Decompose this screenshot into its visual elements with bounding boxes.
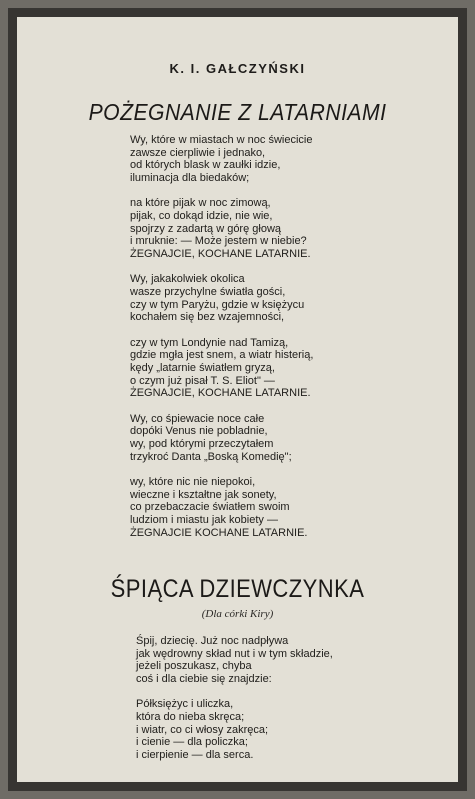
poem-line: wy, które nic nie niepokoi, — [130, 475, 256, 488]
poem-line: wy, pod którymi przeczytałem — [130, 438, 274, 451]
poem-line: gdzie mgła jest snem, a wiatr histerią, — [130, 349, 314, 362]
poem-line: która do nieba skręca; — [136, 711, 245, 724]
stanza — [130, 273, 430, 324]
poem-line: i cienie — dla policzka; — [136, 736, 248, 749]
poem-line: o czym już pisał T. S. Eliot" — — [130, 374, 275, 387]
stanza — [130, 134, 430, 185]
stanza — [130, 337, 430, 401]
poem-dedication: (Dla córki Kiry) — [201, 608, 274, 620]
poem-line: wieczne i kształtne jak sonety, — [130, 488, 277, 501]
poem-line: co przebaczacie światłem swoim — [130, 501, 290, 514]
refrain-line: ŻEGNAJCIE, KOCHANE LATARNIE. — [130, 387, 311, 400]
poem-line: pijak, co dokąd idzie, nie wie, — [130, 210, 273, 223]
poem-line: trzykroć Danta „Boską Komedię"; — [130, 450, 292, 463]
poem-title: ŚPIĄCA DZIEWCZYNKA — [110, 575, 365, 603]
poem-line: jak wędrowny skład nut i w tym składzie, — [136, 647, 333, 660]
poem-line: kochałem się bez wzajemności, — [130, 311, 285, 324]
poem-line: Wy, które w miastach w noc świecicie — [130, 134, 313, 146]
poem-line: iluminacja dla biedaków; — [130, 172, 250, 185]
poem-body — [130, 134, 430, 552]
stanza — [130, 197, 430, 261]
poem-line: i wiatr, co ci włosy zakręca; — [136, 723, 269, 736]
poem-line: kędy „latarnie światłem gryzą, — [130, 362, 275, 375]
stanza — [136, 635, 436, 686]
author-name: K. I. GAŁCZYŃSKI — [169, 61, 306, 76]
poem-line: i mruknie: — Może jestem w niebie? — [130, 235, 307, 248]
poem-line: jeżeli poszukasz, chyba — [136, 660, 252, 673]
poem-line: Wy, co śpiewacie noce całe — [130, 412, 265, 425]
poem-line: od których blask w zaułki idzie, — [130, 159, 281, 172]
poem-body — [136, 635, 436, 774]
poem-line: dopóki Venus nie pobladnie, — [130, 425, 268, 438]
poem-line: wasze przychylne światła gości, — [130, 286, 286, 299]
stanza — [130, 476, 430, 540]
poem-title: POŻEGNANIE Z LATARNIAMI — [88, 99, 387, 125]
refrain-line: ŻEGNAJCIE, KOCHANE LATARNIE. — [130, 248, 311, 261]
poem-line: i cierpienie — dla serca. — [136, 749, 254, 762]
poem-line: Półksiężyc i uliczka, — [136, 698, 234, 711]
poem-line: czy w tym Paryżu, gdzie w księżycu — [130, 298, 305, 311]
poem-line: ludziom i miastu jak kobiety — — [130, 514, 278, 527]
magazine-page — [17, 17, 458, 782]
stanza — [136, 698, 436, 762]
poem-line: zawsze cierpliwie i jednako, — [130, 146, 266, 159]
poem-line: czy w tym Londynie nad Tamizą, — [130, 336, 289, 349]
stanza — [130, 413, 430, 464]
poem-line: coś i dla ciebie się znajdzie: — [136, 673, 272, 686]
poem-line: Śpij, dziecię. Już noc nadpływa — [136, 635, 289, 647]
poem-line: na które pijak w noc zimową, — [130, 197, 271, 210]
poem-line: Wy, jakakolwiek okolica — [130, 273, 245, 286]
refrain-line: ŻEGNAJCIE KOCHANE LATARNIE. — [130, 526, 308, 539]
page-frame — [8, 8, 467, 791]
poem-line: spojrzy z zadartą w górę głową — [130, 222, 282, 235]
